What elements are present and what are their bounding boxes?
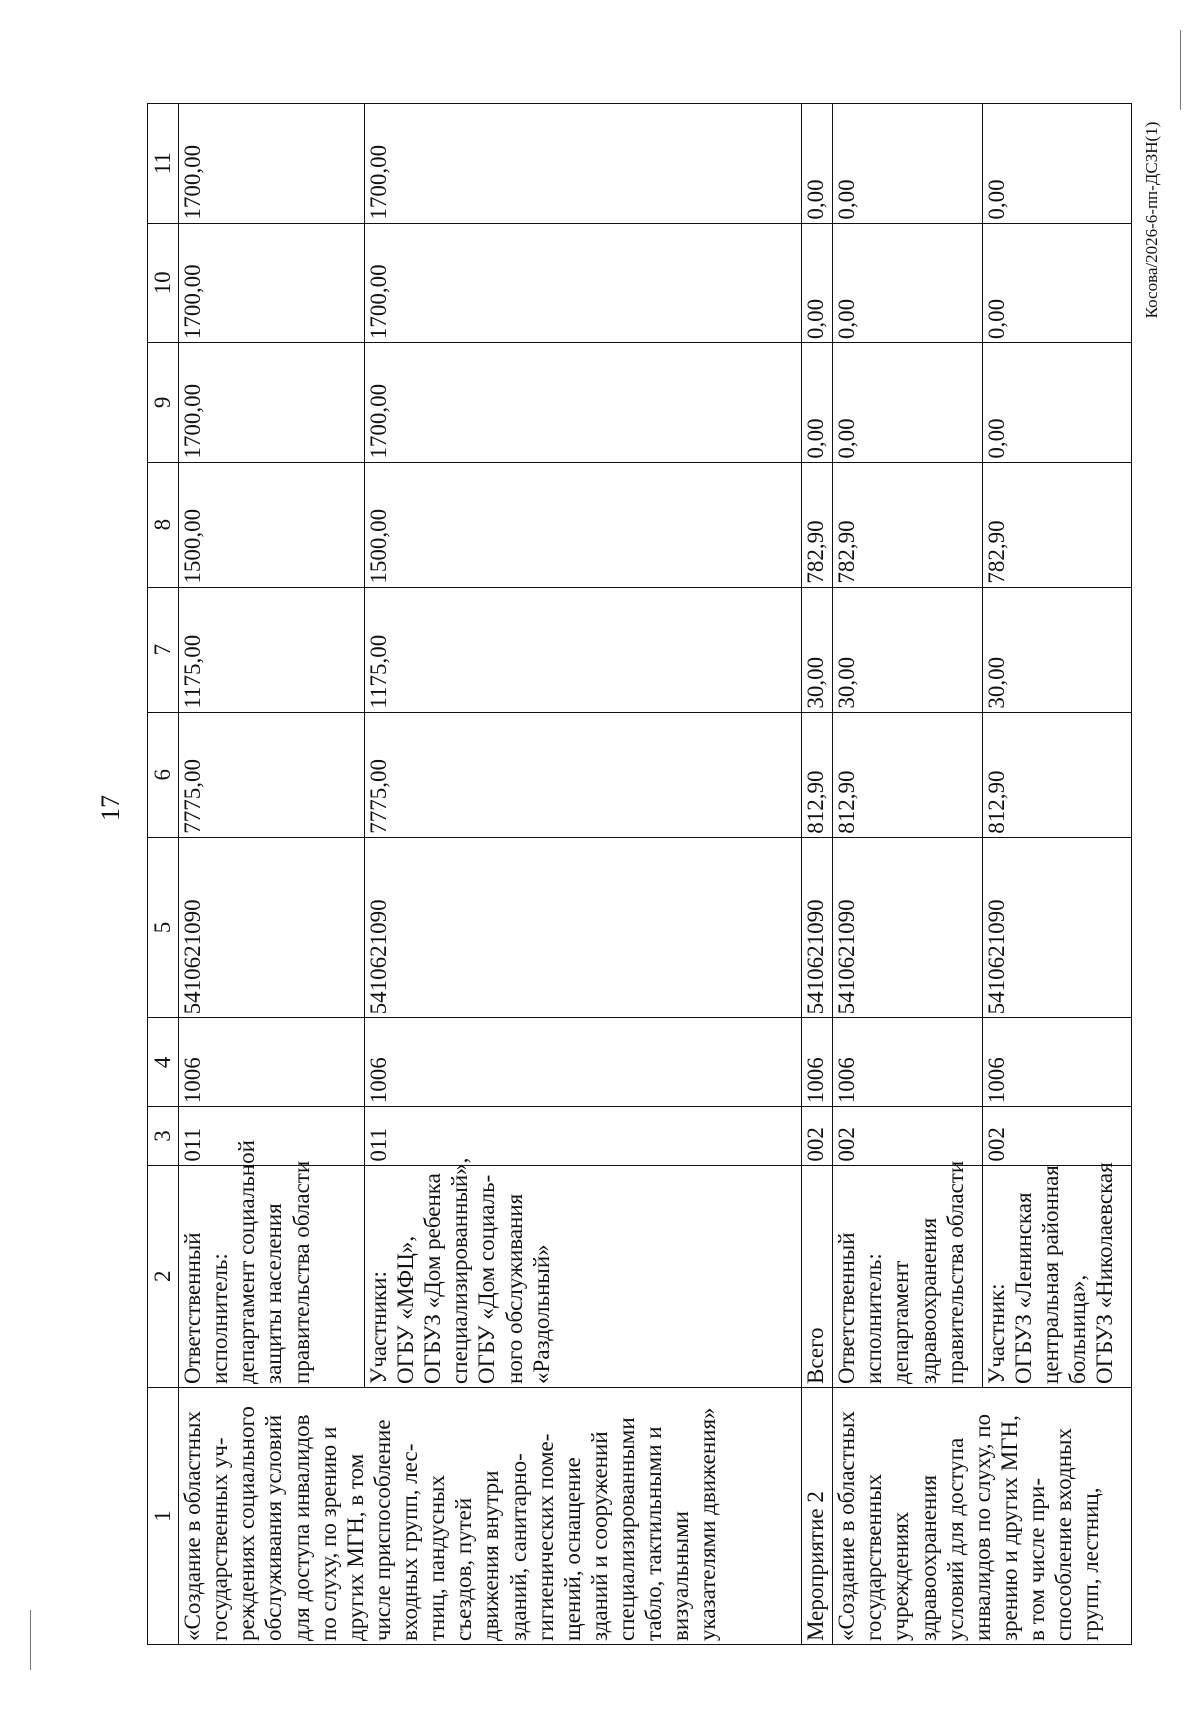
col-header: 6 <box>148 712 179 837</box>
col-header: 5 <box>148 837 179 1018</box>
col-header: 4 <box>148 1018 179 1107</box>
cell-total: 812,90 <box>833 712 982 837</box>
header-row <box>148 104 179 1645</box>
cell-year: 0,00 <box>982 104 1131 224</box>
text-line: ОГБУЗ «Ленинская <box>1010 1192 1036 1384</box>
cell-section: 1006 <box>833 1018 982 1107</box>
cell-year: 1500,00 <box>364 462 801 587</box>
text-line: реждениях социального <box>234 1406 260 1641</box>
col-header: 1 <box>148 1387 179 1644</box>
responsible-executor <box>833 1160 982 1387</box>
cell-section: 1006 <box>802 1018 833 1107</box>
measure-description <box>833 1387 1132 1644</box>
text-line: здравоохранения <box>915 1217 941 1384</box>
cell-grbs: 002 <box>802 1107 833 1165</box>
cell-year: 0,00 <box>833 343 982 463</box>
cell-year: 0,00 <box>833 223 982 343</box>
cell-year: 0,00 <box>982 223 1131 343</box>
cell-year: 1700,00 <box>179 104 365 224</box>
text-line: зданий и сооружений <box>586 1431 612 1641</box>
scan-edge-line <box>1180 30 1181 110</box>
table-row <box>179 104 365 1645</box>
cell-target-article: 5410621090 <box>802 837 833 1018</box>
text-line: групп, лестниц, <box>1078 1487 1104 1641</box>
col-header: 8 <box>148 462 179 587</box>
page-number: 17 <box>96 795 125 821</box>
scan-edge-line <box>30 1610 31 1670</box>
col-header: 2 <box>148 1165 179 1387</box>
text-line: государственных <box>861 1473 887 1641</box>
cell-year: 1700,00 <box>179 343 365 463</box>
cell-year: 1700,00 <box>364 104 801 224</box>
text-line: центральная районная <box>1037 1165 1063 1384</box>
text-line: тниц, пандусных <box>424 1475 450 1641</box>
measure-description <box>179 1387 802 1644</box>
cell-total: 812,90 <box>982 712 1131 837</box>
text-line: указателями движения» <box>695 1407 721 1641</box>
cell-year: 1700,00 <box>364 343 801 463</box>
total-label <box>802 1165 833 1387</box>
cell-section: 1006 <box>982 1018 1131 1107</box>
col-header: 3 <box>148 1107 179 1165</box>
text-line: числе приспособление <box>369 1419 395 1641</box>
cell-total: 812,90 <box>802 712 833 837</box>
text-line: по слуху, по зрению и <box>315 1426 341 1641</box>
text-line: Мероприятие 2 <box>803 1491 829 1641</box>
cell-year: 0,00 <box>982 343 1131 463</box>
text-line: специализированный», <box>447 1157 473 1384</box>
text-line: здравоохранения <box>915 1474 941 1641</box>
text-line: в том числе при- <box>1024 1477 1050 1641</box>
text-line: ОГБУЗ «Николаевская <box>1092 1162 1118 1384</box>
cell-grbs: 002 <box>982 1107 1131 1165</box>
participants <box>982 1162 1131 1387</box>
table-row <box>833 104 982 1645</box>
cell-total: 7775,00 <box>179 712 365 837</box>
text-line: способление входных <box>1051 1428 1077 1641</box>
col-header: 9 <box>148 343 179 463</box>
text-line: зданий, санитарно- <box>505 1453 531 1641</box>
text-line: департамент <box>888 1260 914 1384</box>
text-line: Ответственный <box>834 1232 860 1384</box>
measure-title <box>802 1387 833 1644</box>
text-line: правительства области <box>942 1160 968 1384</box>
cell-year: 0,00 <box>802 223 833 343</box>
data-table-rotated <box>147 103 1132 1645</box>
cell-year: 1500,00 <box>179 462 365 587</box>
text-line: щений, оснащение <box>559 1457 585 1641</box>
cell-grbs: 011 <box>364 1107 801 1165</box>
cell-total: 7775,00 <box>364 712 801 837</box>
text-line: зрению и других МГН, <box>996 1415 1022 1641</box>
cell-year: 1700,00 <box>364 223 801 343</box>
cell-year: 1175,00 <box>364 587 801 712</box>
cell-section: 1006 <box>364 1018 801 1107</box>
cell-grbs: 011 <box>179 1107 365 1165</box>
text-line: Участник: <box>983 1283 1009 1384</box>
text-line: Всего <box>803 1327 829 1384</box>
text-line: учреждениях <box>888 1511 914 1641</box>
text-line: для доступа инвалидов <box>288 1414 314 1641</box>
text-line: исполнитель: <box>861 1253 887 1384</box>
text-line: правительства области <box>288 1160 314 1384</box>
data-table <box>147 103 1132 1645</box>
participants <box>364 1157 801 1387</box>
cell-target-article: 5410621090 <box>364 837 801 1018</box>
cell-target-article: 5410621090 <box>982 837 1131 1018</box>
cell-year: 782,90 <box>802 462 833 587</box>
text-line: Ответственный <box>180 1232 205 1384</box>
col-header: 11 <box>148 104 179 224</box>
text-line: специализированными <box>614 1417 639 1641</box>
text-line: ОГБУ «МФЦ», <box>393 1235 419 1384</box>
text-line: исполнитель: <box>207 1253 233 1384</box>
cell-year: 0,00 <box>802 343 833 463</box>
footer-document-code: Косова/2026-6-пп-ДСЗН(1) <box>1142 121 1161 319</box>
text-line: ОГБУ «Дом социаль- <box>474 1174 500 1384</box>
text-line: гигиенических поме- <box>532 1433 558 1641</box>
text-line: условий для доступа <box>942 1437 968 1641</box>
text-line: съездов, путей <box>451 1497 477 1641</box>
cell-section: 1006 <box>179 1018 365 1107</box>
cell-year: 30,00 <box>802 587 833 712</box>
cell-grbs: 002 <box>833 1107 982 1165</box>
text-line: других МГН, в том <box>342 1453 368 1641</box>
text-line: больница», <box>1064 1274 1090 1384</box>
cell-year: 0,00 <box>802 104 833 224</box>
cell-year: 30,00 <box>833 587 982 712</box>
text-line: ОГБУЗ «Дом ребенка <box>420 1173 446 1384</box>
col-header: 7 <box>148 587 179 712</box>
cell-target-article: 5410621090 <box>833 837 982 1018</box>
cell-year: 30,00 <box>982 587 1131 712</box>
col-header: 10 <box>148 223 179 343</box>
cell-year: 782,90 <box>833 462 982 587</box>
text-line: обслуживания условий <box>261 1414 287 1641</box>
text-line: «Раздольный» <box>528 1244 554 1384</box>
text-line: «Создание в областных <box>834 1411 860 1641</box>
text-line: государственных уч- <box>207 1437 233 1641</box>
cell-year: 1700,00 <box>179 223 365 343</box>
text-line: движения внутри <box>478 1470 504 1641</box>
text-line: инвалидов по слуху, по <box>969 1413 995 1641</box>
text-line: входных групп, лес- <box>397 1443 422 1641</box>
text-line: защиты населения <box>261 1203 287 1384</box>
text-line: табло, тактильными и <box>641 1426 667 1641</box>
cell-year: 1175,00 <box>179 587 365 712</box>
text-line: ного обслуживания <box>501 1193 527 1384</box>
cell-target-article: 5410621090 <box>179 837 365 1018</box>
text-line: визуальными <box>668 1511 694 1641</box>
table-row <box>802 104 833 1645</box>
cell-year: 0,00 <box>833 104 982 224</box>
text-line: департамент социальной <box>234 1140 260 1384</box>
text-line: «Создание в областных <box>180 1411 205 1641</box>
text-line: Участники: <box>365 1271 391 1384</box>
cell-year: 782,90 <box>982 462 1131 587</box>
